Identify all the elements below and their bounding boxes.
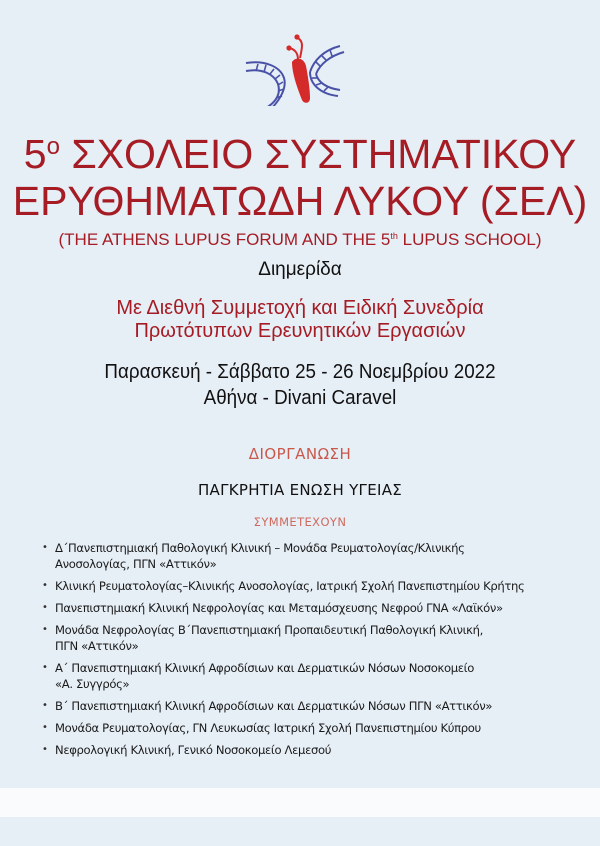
english-subtitle (0, 230, 600, 252)
list-item (42, 578, 572, 594)
list-item-line: • Α΄ Πανεπιστημιακή Κλινική Αφροδίσιων και Δερματικών Νόσων Νοσοκομείο (55, 661, 474, 675)
list-item (42, 660, 572, 692)
list-item (42, 720, 572, 736)
list-item-line: • Κλινική Ρευματολογίας–Κλινικής Ανοσολογίας, Ιατρική Σχολή Πανεπιστημίου Κρήτης (55, 579, 525, 593)
subtitle-ordinal: th (390, 231, 398, 241)
list-item (42, 622, 572, 654)
organizer-name: ΠΑΓΚΡΗΤΙΑ ΕΝΩΣΗ ΥΓΕΙΑΣ (197, 481, 403, 499)
list-item-line: • Πανεπιστημιακή Κλινική Νεφρολογίας και Μεταμόσχευσης Νεφρού ΓΝΑ «Λαϊκόν» (55, 601, 503, 615)
tagline-line-2: Πρωτότυπων Ερευνητικών Εργασιών (134, 320, 466, 342)
list-item-line: «Α. Συγγρός» (55, 677, 130, 691)
list-item-line: • Δ΄Πανεπιστημιακή Παθολογική Κλινική – Μονάδα Ρευματολογίας/Κλινικής (55, 541, 465, 555)
list-item (42, 540, 572, 572)
list-item (42, 742, 572, 758)
organizer-heading: ΔΙΟΡΓΑΝΩΣΗ (248, 445, 352, 463)
event-type: Διημερίδα (258, 259, 342, 280)
participants-heading: ΣΥΜΜΕΤΕΧΟΥΝ (253, 515, 347, 529)
list-item-line: Ανοσολογίας, ΠΓΝ «Αττικόν» (55, 557, 217, 571)
list-item (42, 698, 572, 714)
title-line-1-text: ΣΧΟΛΕΙΟ ΣΥΣΤΗΜΑΤΙΚΟΥ (59, 131, 577, 177)
title-number: 5 (23, 131, 47, 177)
tagline-line-1: Με Διεθνή Συμμετοχή και Ειδική Συνεδρία (116, 297, 484, 319)
dna-butterfly-logo-icon (244, 14, 356, 106)
participants-list (42, 540, 572, 764)
event-venue: Αθήνα - Divani Caravel (203, 387, 397, 409)
list-item-line: • Β΄ Πανεπιστημιακή Κλινική Αφροδίσιων και Δερματικών Νόσων ΠΓΝ «Αττικόν» (55, 699, 493, 713)
footer-band (0, 788, 600, 817)
event-title (0, 131, 600, 224)
list-item-line: • Νεφρολογική Κλινική, Γενικό Νοσοκομείο Λεμεσού (55, 743, 332, 757)
subtitle-before: (THE ATHENS LUPUS FORUM AND THE 5 (58, 230, 391, 249)
list-item-line: ΠΓΝ «Αττικόν» (55, 639, 139, 653)
event-date: Παρασκευή - Σάββατο 25 - 26 Νοεμβρίου 2022 (104, 361, 496, 383)
tagline (0, 297, 600, 343)
subtitle-after: LUPUS SCHOOL) (397, 230, 542, 249)
list-item-line: • Μονάδα Νεφρολογίας Β΄Πανεπιστημιακή Προπαιδευτική Παθολογική Κλινική, (55, 623, 483, 637)
title-line-2: ΕΡΥΘΗΜΑΤΩΔΗ ΛΥΚΟΥ (ΣΕΛ) (12, 178, 588, 224)
list-item (42, 600, 572, 616)
title-ordinal: ο (46, 133, 60, 160)
title-line-1 (0, 131, 600, 181)
list-item-line: • Μονάδα Ρευματολογίας, ΓΝ Λευκωσίας Ιατρική Σχολή Πανεπιστημίου Κύπρου (55, 721, 481, 735)
